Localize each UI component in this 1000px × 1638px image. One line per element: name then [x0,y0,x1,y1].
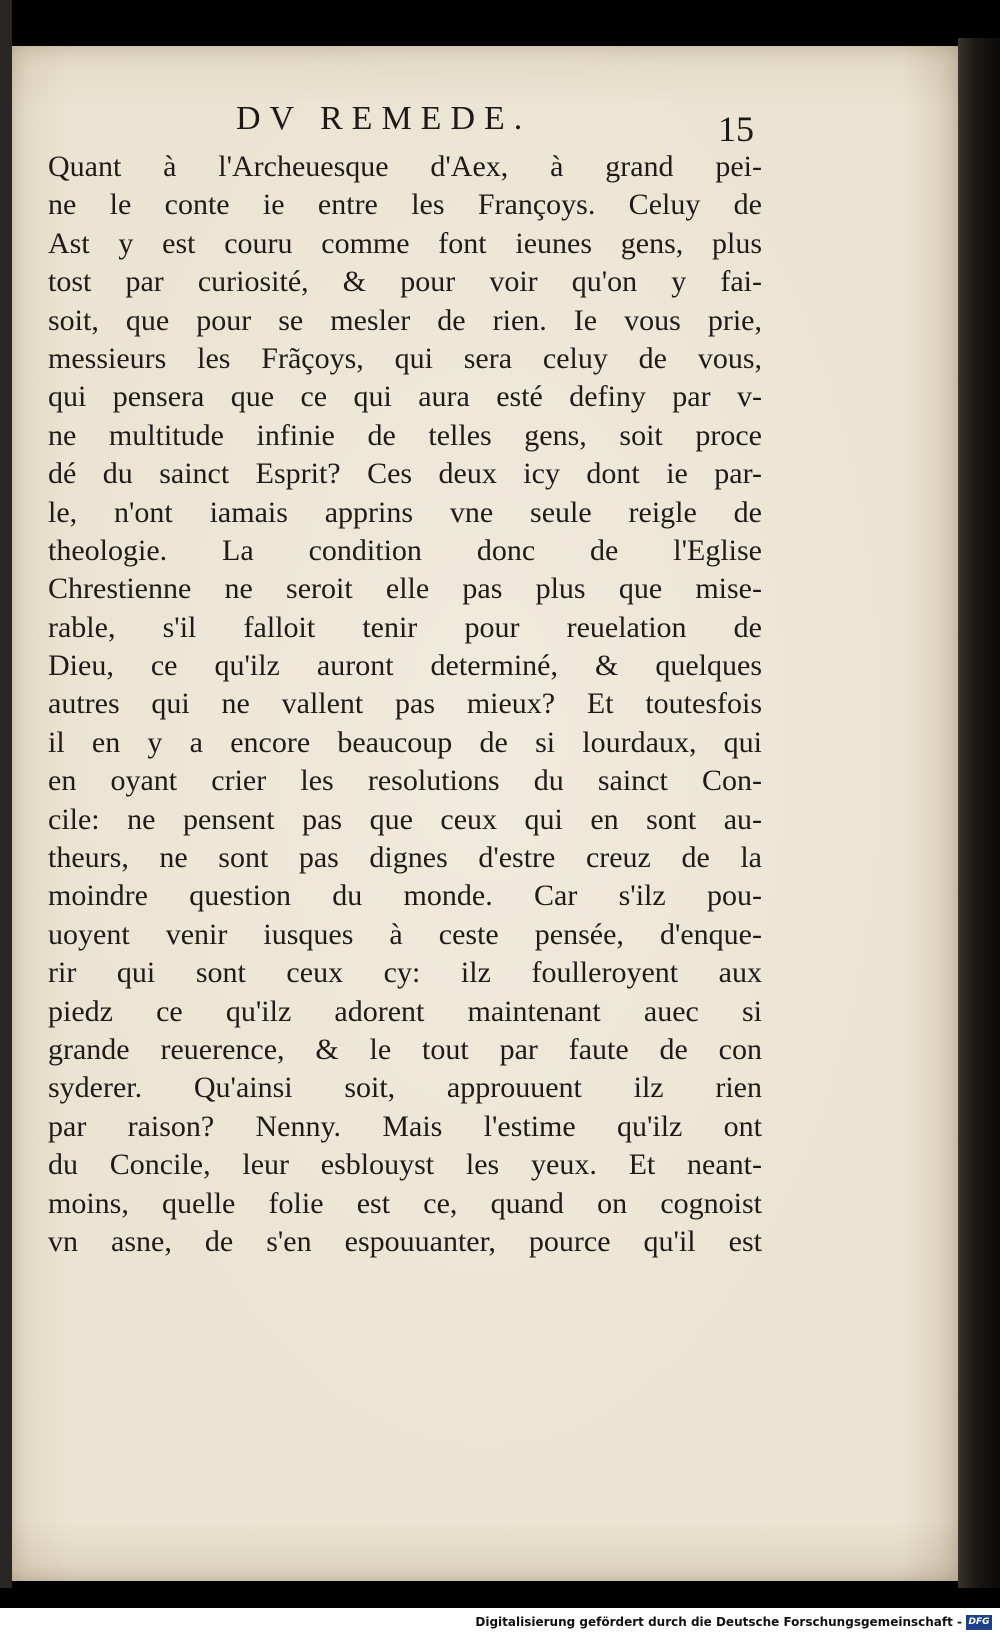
text-line: piedz ce qu'ilz adorent maintenant auec si [48,994,762,1028]
body-text [48,148,762,1261]
text-line: Dieu, ce qu'ilz auront determiné, & quelques [48,649,762,683]
text-line: syderer. Qu'ainsi soit, approuuent ilz rien [48,1071,762,1105]
text-line: Ast y est couru comme font ieunes gens, plus [48,226,762,260]
footer-bar [0,1608,1000,1638]
text-line: du Concile, leur esblouyst les yeux. Et neant- [48,1148,762,1182]
text-line: autres qui ne vallent pas mieux? Et toutesfois [48,687,762,721]
text-line: Chrestienne ne seroit elle pas plus que mise- [48,572,762,606]
text-line: rable, s'il falloit tenir pour reuelation de [48,610,762,644]
text-line: grande reuerence, & le tout par faute de con [48,1032,762,1066]
text-line: soit, que pour se mesler de rien. Ie vous prie, [48,303,762,337]
book-right-edge [958,38,1000,1588]
book-left-edge [0,0,12,1588]
text-line: ne multitude infinie de telles gens, soit proce [48,418,762,452]
text-line: le, n'ont iamais apprins vne seule reigle de [48,495,762,529]
text-line: uoyent venir iusques à ceste pensée, d'enque- [48,917,762,951]
text-line: theurs, ne sont pas dignes d'estre creuz de la [48,841,762,875]
text-line: rir qui sont ceux cy: ilz foulleroyent aux [48,956,762,990]
text-line: moins, quelle folie est ce, quand on cognoist [48,1186,762,1220]
running-head: DV REMEDE. [236,100,532,137]
page-number: 15 [718,109,754,149]
text-line: dé du sainct Esprit? Ces deux icy dont ie par- [48,457,762,491]
text-line: vn asne, de s'en espouuanter, pource qu'il est [48,1224,762,1258]
text-line: il en y a encore beaucoup de si lourdaux, qui [48,725,762,759]
text-line: tost par curiosité, & pour voir qu'on y fai- [48,265,762,299]
dfg-logo: DFG [966,1615,992,1630]
text-line: moindre question du monde. Car s'ilz pou- [48,879,762,913]
text-line: theologie. La condition donc de l'Eglise [48,533,762,567]
text-line: par raison? Nenny. Mais l'estime qu'ilz ont [48,1109,762,1143]
footer-credit: Digitalisierung gefördert durch die Deutsche Forschungsgemeinschaft - [475,1615,962,1629]
text-line: Quant à l'Archeuesque d'Aex, à grand pei- [48,150,762,183]
text-line: messieurs les Frãçoys, qui sera celuy de vous, [48,341,762,375]
text-line: cile: ne pensent pas que ceux qui en sont au- [48,802,762,836]
text-line: qui pensera que ce qui aura esté definy par v- [48,380,762,414]
text-line: ne le conte ie entre les Françoys. Celuy de [48,188,762,222]
text-line: en oyant crier les resolutions du sainct Con- [48,764,762,798]
